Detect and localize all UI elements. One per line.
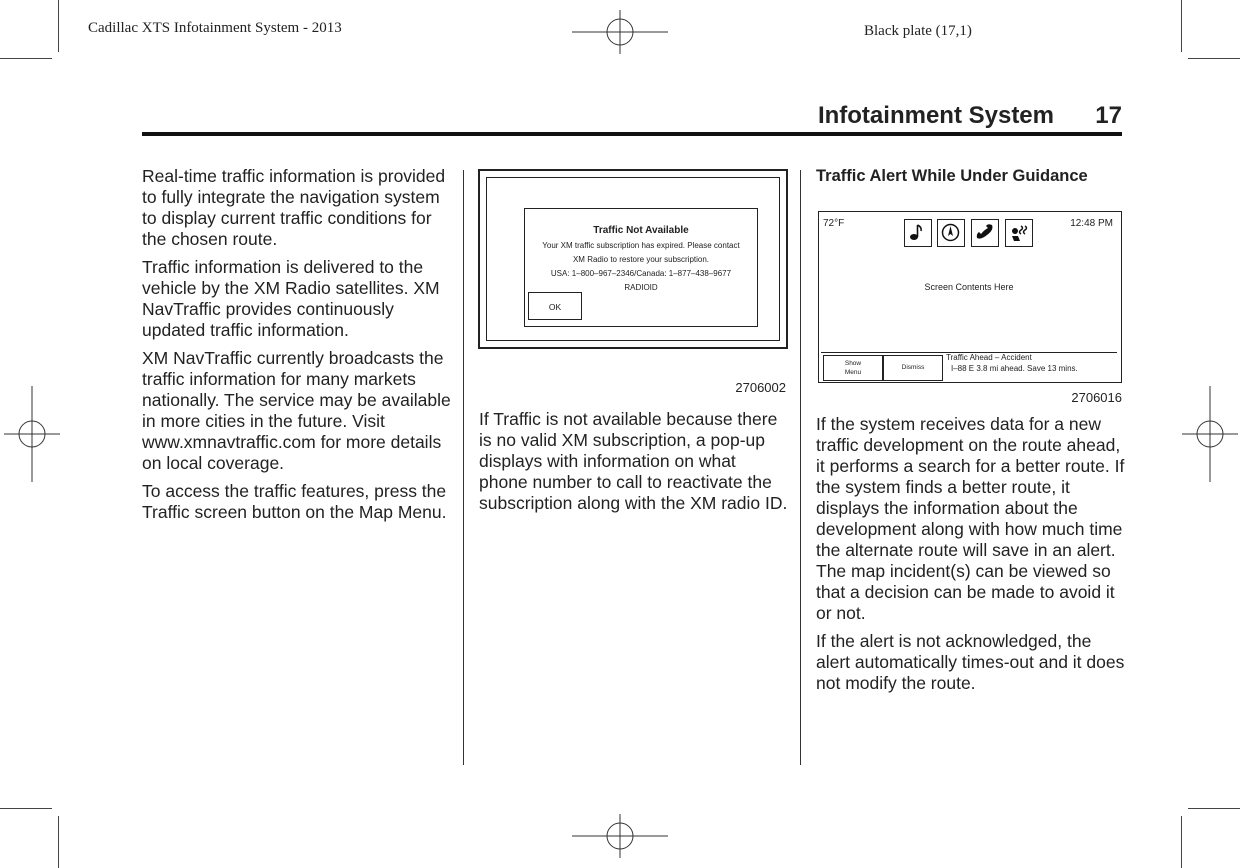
paragraph: If the system receives data for a new traffic development on the route ahead, it performs a search for a better route. If the system finds a better route, it displays the information about the development along with how much time the alternate route will save in an alert. The map incident(s) can be viewed so that a decision can be made to avoid it or not.	[816, 414, 1125, 623]
climate-icon[interactable]	[1005, 219, 1033, 247]
crop-mark	[1181, 0, 1182, 52]
paragraph: Traffic information is delivered to the vehicle by the XM Radio satellites. XM NavTraffic provides continuously updated traffic information.	[142, 257, 440, 340]
music-note-icon[interactable]	[904, 219, 932, 247]
screen-contents-label: Screen Contents Here	[924, 282, 1014, 292]
show-menu-label: Show	[844, 360, 862, 367]
dismiss-button[interactable]: Dismiss	[883, 355, 943, 381]
show-menu-label: Menu	[844, 369, 862, 376]
header-rule	[142, 132, 1122, 136]
screen-frame	[486, 177, 780, 341]
running-header-plate: Black plate (17,1)	[864, 23, 972, 39]
paragraph: XM NavTraffic currently broadcasts the traffic information for many markets nationally. The service may be available in more cities in the future. Visit www.xmnavtraffic.com for more details on local coverage.	[142, 348, 451, 473]
alert-message	[946, 353, 1078, 374]
crop-mark	[58, 816, 59, 868]
column-divider	[463, 170, 464, 765]
figure-traffic-not-available	[478, 169, 788, 349]
running-header-title: Cadillac XTS Infotainment System - 2013	[88, 20, 342, 36]
subsection-heading: Traffic Alert While Under Guidance	[816, 167, 1088, 185]
figure-traffic-alert	[818, 211, 1122, 383]
crop-mark	[0, 808, 52, 809]
section-title: Infotainment System	[817, 102, 1054, 129]
column-3	[816, 414, 1126, 701]
column-2	[479, 409, 789, 521]
crop-mark	[1188, 58, 1240, 59]
registration-target-bottom	[572, 814, 668, 858]
dialog-title: Traffic Not Available	[593, 225, 689, 236]
alert-detail: I–88 E 3.8 mi ahead. Save 13 mins.	[951, 364, 1078, 373]
column-divider	[800, 170, 801, 765]
paragraph: If Traffic is not available because there is no valid XM subscription, a pop-up displays with information on what phone number to call to reactivate the subscription along with the XM radio ID.	[479, 409, 788, 513]
crop-mark	[58, 0, 59, 52]
popup-dialog	[524, 208, 758, 327]
crop-mark	[1188, 808, 1240, 809]
column-1	[142, 166, 454, 530]
figure-caption: 2706002	[735, 380, 786, 395]
crop-mark	[1181, 816, 1182, 868]
dialog-line: XM Radio to restore your subscription.	[572, 255, 710, 264]
navigation-icon[interactable]	[937, 219, 965, 247]
paragraph: To access the traffic features, press the Traffic screen button on the Map Menu.	[142, 481, 447, 522]
figure-caption: 2706016	[1071, 390, 1122, 405]
page-number: 17	[1095, 102, 1122, 129]
paragraph: Real-time traffic information is provided to fully integrate the navigation system to display current traffic conditions for the chosen route.	[142, 166, 446, 249]
dialog-line: RADIOID	[624, 283, 658, 292]
dialog-line: USA: 1–800–967–2346/Canada: 1–877–438–9677	[550, 269, 732, 278]
clock-readout: 12:48 PM	[1070, 218, 1113, 229]
registration-target-top	[572, 10, 668, 54]
temperature-readout: 72°F	[823, 218, 845, 229]
show-menu-button[interactable]	[823, 355, 883, 381]
paragraph: If the alert is not acknowledged, the alert automatically times-out and it does not modify the route.	[816, 631, 1125, 693]
registration-target-right	[1182, 386, 1238, 482]
alert-bar	[821, 352, 1117, 382]
phone-icon[interactable]	[971, 219, 999, 247]
crop-mark	[0, 58, 52, 59]
ok-button[interactable]: OK	[528, 292, 582, 320]
registration-target-left	[4, 386, 60, 482]
alert-title: Traffic Ahead – Accident	[946, 353, 1032, 362]
dialog-line: Your XM traffic subscription has expired. Please contact	[542, 241, 740, 250]
